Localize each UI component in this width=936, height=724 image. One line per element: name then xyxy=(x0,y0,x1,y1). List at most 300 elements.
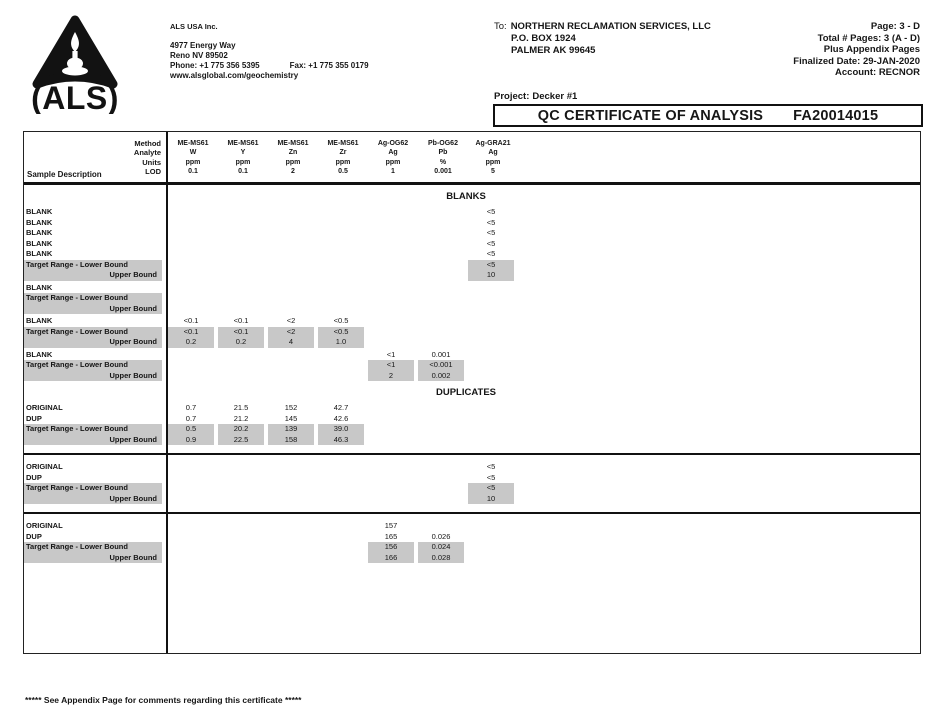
value-cell: 0.028 xyxy=(418,553,464,564)
value-cell xyxy=(318,462,364,473)
lab-website: www.alsglobal.com/geochemistry xyxy=(170,71,299,80)
value-cell xyxy=(218,283,264,294)
value-cell xyxy=(168,228,214,239)
certificate-title: QC CERTIFICATE OF ANALYSIS xyxy=(537,107,764,124)
value-cell xyxy=(168,462,214,473)
value-cell xyxy=(168,239,214,250)
value-cell xyxy=(168,483,214,494)
value-cell xyxy=(318,228,364,239)
value-cell xyxy=(268,462,314,473)
lab-address-line: Reno NV 89502 xyxy=(170,51,228,60)
row-label: Upper Bound xyxy=(24,435,162,446)
qc-group xyxy=(24,521,920,563)
value-cell xyxy=(468,304,514,315)
table-row xyxy=(24,350,920,361)
column-divider-line xyxy=(166,132,168,653)
value-cell: 42.7 xyxy=(333,403,349,412)
table-row xyxy=(24,304,920,315)
row-label: DUP xyxy=(26,472,42,482)
row-label: DUP xyxy=(26,531,42,541)
page-number: Page: 3 - D xyxy=(870,21,920,32)
to-label: To: xyxy=(494,21,507,32)
column-method: ME-MS61 xyxy=(227,140,259,147)
value-cell xyxy=(368,228,414,239)
value-cell xyxy=(318,270,364,281)
value-cell: <0.5 xyxy=(318,327,364,338)
value-cell: 139 xyxy=(268,424,314,435)
value-cell xyxy=(418,403,464,414)
value-cell xyxy=(268,260,314,271)
value-cell: 0.002 xyxy=(418,371,464,382)
value-cell xyxy=(268,293,314,304)
value-cell xyxy=(418,218,464,229)
value-cell xyxy=(318,521,364,532)
table-row xyxy=(24,424,920,435)
table-section xyxy=(24,453,920,512)
table-row xyxy=(24,228,920,239)
value-cell xyxy=(218,260,264,271)
recipient-name: NORTHERN RECLAMATION SERVICES, LLC xyxy=(510,21,711,32)
value-cell xyxy=(168,532,214,543)
value-cell xyxy=(218,293,264,304)
value-cell: <0.1 xyxy=(168,327,214,338)
value-cell xyxy=(268,283,314,294)
value-cell xyxy=(168,521,214,532)
row-label: Target Range - Lower Bound xyxy=(24,483,162,494)
value-cell xyxy=(468,283,514,294)
value-cell xyxy=(368,293,414,304)
value-cell: 0.026 xyxy=(431,531,451,541)
table-row xyxy=(24,435,920,446)
table-row xyxy=(24,494,920,505)
value-cell xyxy=(468,316,514,327)
value-cell xyxy=(468,553,514,564)
column-analyte: Y xyxy=(240,149,246,157)
account: Account: RECNOR xyxy=(835,67,920,78)
row-label: ORIGINAL xyxy=(26,462,63,471)
column-header xyxy=(368,139,418,176)
value-cell xyxy=(268,371,314,382)
value-cell xyxy=(418,260,464,271)
table-row xyxy=(24,553,920,564)
table-row xyxy=(24,360,920,371)
value-cell xyxy=(368,462,414,473)
column-header xyxy=(318,139,368,176)
value-cell xyxy=(318,494,364,505)
value-cell xyxy=(418,207,464,218)
row-label: BLANK xyxy=(26,282,53,292)
value-cell xyxy=(318,473,364,484)
table-section xyxy=(24,512,920,563)
value-cell: 0.7 xyxy=(185,403,197,412)
table-header xyxy=(24,132,920,185)
table-row xyxy=(24,462,920,473)
value-cell xyxy=(468,424,514,435)
section-heading: BLANKS xyxy=(446,191,486,202)
appendix-footer-note: ***** See Appendix Page for comments regarding this certificate ***** xyxy=(25,695,302,705)
qc-group xyxy=(24,462,920,504)
value-cell xyxy=(468,327,514,338)
value-cell: <2 xyxy=(286,316,296,325)
value-cell xyxy=(318,207,364,218)
value-cell xyxy=(168,371,214,382)
value-cell xyxy=(368,494,414,505)
value-cell xyxy=(318,542,364,553)
value-cell: 2 xyxy=(368,371,414,382)
value-cell xyxy=(268,542,314,553)
value-cell xyxy=(218,483,264,494)
value-cell: <5 xyxy=(486,207,496,216)
value-cell xyxy=(218,360,264,371)
value-cell xyxy=(268,207,314,218)
table-row xyxy=(24,316,920,327)
value-cell xyxy=(268,360,314,371)
value-cell xyxy=(218,553,264,564)
value-cell: <5 xyxy=(486,217,496,227)
table-section xyxy=(24,188,920,381)
table-row xyxy=(24,270,920,281)
value-cell xyxy=(418,414,464,425)
value-cell xyxy=(468,403,514,414)
table-row xyxy=(24,327,920,338)
value-cell xyxy=(168,293,214,304)
value-cell xyxy=(168,207,214,218)
value-cell xyxy=(168,350,214,361)
column-header xyxy=(468,139,518,176)
value-cell: <0.1 xyxy=(183,316,199,325)
value-cell: 39.0 xyxy=(318,424,364,435)
value-cell xyxy=(368,249,414,260)
table-row xyxy=(24,293,920,304)
value-cell: 166 xyxy=(368,553,414,564)
value-cell: 0.2 xyxy=(218,337,264,348)
value-cell: 0.024 xyxy=(418,542,464,553)
column-headers xyxy=(168,139,518,176)
row-header-label: Analyte xyxy=(133,148,161,158)
qc-group xyxy=(24,350,920,382)
table-row xyxy=(24,283,920,294)
column-header xyxy=(218,139,268,176)
lab-address-line: 4977 Energy Way xyxy=(170,41,236,50)
column-method: Ag-OG62 xyxy=(377,140,409,147)
value-cell xyxy=(468,337,514,348)
value-cell xyxy=(368,283,414,294)
value-cell: 21.5 xyxy=(233,403,249,412)
value-cell xyxy=(418,270,464,281)
value-cell: 165 xyxy=(384,531,398,541)
row-label: Upper Bound xyxy=(24,553,162,564)
value-cell xyxy=(268,483,314,494)
method-analyte-units-lod-header xyxy=(24,139,161,176)
value-cell: <2 xyxy=(268,327,314,338)
column-method: ME-MS61 xyxy=(177,140,209,147)
column-analyte: Ag xyxy=(388,149,398,157)
value-cell: 10 xyxy=(468,494,514,505)
value-cell: 158 xyxy=(268,435,314,446)
table-row xyxy=(24,414,920,425)
value-cell xyxy=(268,239,314,250)
column-header xyxy=(168,139,218,176)
value-cell xyxy=(318,532,364,543)
column-analyte: Pb xyxy=(438,149,448,157)
column-units: ppm xyxy=(285,158,301,166)
table-row xyxy=(24,483,920,494)
value-cell xyxy=(418,435,464,446)
value-cell: 157 xyxy=(384,521,398,530)
value-cell xyxy=(268,218,314,229)
value-cell: 42.6 xyxy=(333,413,349,423)
value-cell: 0.9 xyxy=(168,435,214,446)
certificate-title-box xyxy=(493,104,923,127)
value-cell xyxy=(318,483,364,494)
value-cell: 21.2 xyxy=(233,413,249,423)
lab-fax: Fax: +1 775 355 0179 xyxy=(289,61,369,70)
value-cell xyxy=(168,553,214,564)
value-cell xyxy=(218,207,264,218)
project-label: Project: xyxy=(494,91,530,102)
column-lod: 5 xyxy=(491,167,495,175)
value-cell: <1 xyxy=(386,349,396,359)
value-cell: 0.2 xyxy=(168,337,214,348)
column-analyte: Zr xyxy=(339,149,347,157)
value-cell xyxy=(418,494,464,505)
row-label: Upper Bound xyxy=(24,371,162,382)
value-cell xyxy=(418,462,464,473)
row-label: DUP xyxy=(26,413,42,423)
sample-description-header: Sample Description xyxy=(27,170,102,179)
table-row xyxy=(24,207,920,218)
value-cell xyxy=(418,249,464,260)
table-row xyxy=(24,260,920,271)
row-label: Target Range - Lower Bound xyxy=(24,424,162,435)
value-cell xyxy=(418,327,464,338)
qc-group xyxy=(24,403,920,445)
section-heading: DUPLICATES xyxy=(436,387,496,398)
table-body xyxy=(24,188,920,563)
table-row xyxy=(24,337,920,348)
value-cell xyxy=(368,218,414,229)
value-cell: <0.1 xyxy=(218,327,264,338)
row-label: BLANK xyxy=(26,238,53,248)
column-lod: 2 xyxy=(291,167,295,175)
value-cell: 10 xyxy=(468,270,514,281)
column-units: ppm xyxy=(335,158,351,166)
column-method: Ag-GRA21 xyxy=(475,140,511,147)
table-row xyxy=(24,371,920,382)
value-cell xyxy=(368,403,414,414)
value-cell: <0.1 xyxy=(233,316,249,325)
table-row xyxy=(24,542,920,553)
column-header xyxy=(418,139,468,176)
table-row xyxy=(24,521,920,532)
table-row xyxy=(24,532,920,543)
value-cell xyxy=(218,521,264,532)
value-cell xyxy=(468,293,514,304)
column-units: ppm xyxy=(485,158,501,166)
page-info-block xyxy=(793,21,920,79)
value-cell: <5 xyxy=(486,249,496,258)
value-cell: 156 xyxy=(368,542,414,553)
value-cell xyxy=(318,218,364,229)
row-label: BLANK xyxy=(26,228,53,237)
row-label: Upper Bound xyxy=(24,494,162,505)
value-cell: 22.5 xyxy=(218,435,264,446)
logo-wordmark: (ALS) xyxy=(31,80,119,114)
value-cell xyxy=(468,350,514,361)
value-cell: <5 xyxy=(468,260,514,271)
value-cell xyxy=(168,270,214,281)
row-label: BLANK xyxy=(26,316,53,325)
value-cell xyxy=(318,553,364,564)
value-cell xyxy=(368,483,414,494)
value-cell: <5 xyxy=(486,228,496,237)
value-cell xyxy=(218,270,264,281)
row-header-label: Method xyxy=(134,139,161,148)
value-cell xyxy=(318,249,364,260)
value-cell xyxy=(318,293,364,304)
value-cell xyxy=(168,218,214,229)
table-row xyxy=(24,473,920,484)
value-cell xyxy=(318,239,364,250)
row-label: Target Range - Lower Bound xyxy=(24,542,162,553)
value-cell xyxy=(468,414,514,425)
value-cell xyxy=(468,371,514,382)
value-cell xyxy=(268,521,314,532)
value-cell xyxy=(468,360,514,371)
value-cell xyxy=(418,304,464,315)
row-label: Target Range - Lower Bound xyxy=(24,360,162,371)
row-label: ORIGINAL xyxy=(26,521,63,530)
column-analyte: Ag xyxy=(488,149,498,157)
value-cell: 0.7 xyxy=(185,413,197,423)
value-cell xyxy=(268,494,314,505)
value-cell xyxy=(318,371,364,382)
table-row xyxy=(24,249,920,260)
value-cell xyxy=(218,249,264,260)
lab-phone: Phone: +1 775 356 5395 xyxy=(170,61,260,70)
value-cell xyxy=(318,304,364,315)
value-cell xyxy=(268,270,314,281)
value-cell xyxy=(318,350,364,361)
value-cell xyxy=(268,473,314,484)
value-cell xyxy=(268,553,314,564)
value-cell xyxy=(218,239,264,250)
value-cell xyxy=(318,283,364,294)
project-name: Decker #1 xyxy=(532,91,578,102)
column-units: ppm xyxy=(385,158,401,166)
column-header xyxy=(268,139,318,176)
value-cell xyxy=(218,304,264,315)
value-cell xyxy=(268,350,314,361)
row-label: Target Range - Lower Bound xyxy=(24,293,162,304)
value-cell xyxy=(268,249,314,260)
project-line xyxy=(494,91,580,102)
value-cell: 1.0 xyxy=(318,337,364,348)
table-row xyxy=(24,239,920,250)
finalized-date: Finalized Date: 29-JAN-2020 xyxy=(793,55,920,67)
column-lod: 0.1 xyxy=(238,167,248,175)
value-cell xyxy=(418,337,464,348)
column-method: ME-MS61 xyxy=(277,140,309,147)
value-cell: <0.001 xyxy=(418,360,464,371)
qc-group xyxy=(24,283,920,315)
value-cell xyxy=(218,371,264,382)
value-cell: 0.5 xyxy=(168,424,214,435)
column-units: ppm xyxy=(235,158,251,166)
value-cell: 4 xyxy=(268,337,314,348)
column-units: % xyxy=(439,158,447,166)
lab-address-block xyxy=(170,22,369,81)
value-cell xyxy=(168,260,214,271)
value-cell xyxy=(218,473,264,484)
value-cell xyxy=(368,239,414,250)
value-cell xyxy=(218,532,264,543)
value-cell xyxy=(418,473,464,484)
column-lod: 0.1 xyxy=(188,167,198,175)
column-lod: 0.5 xyxy=(338,167,348,175)
value-cell xyxy=(418,316,464,327)
row-label: Upper Bound xyxy=(24,270,162,281)
value-cell xyxy=(418,424,464,435)
value-cell xyxy=(218,228,264,239)
value-cell: 46.3 xyxy=(318,435,364,446)
value-cell: <1 xyxy=(368,360,414,371)
value-cell xyxy=(418,483,464,494)
value-cell: <0.5 xyxy=(333,316,349,325)
lab-company-name: ALS USA Inc. xyxy=(170,22,218,31)
als-logo xyxy=(26,12,124,114)
value-cell: <5 xyxy=(486,238,496,248)
value-cell xyxy=(368,304,414,315)
value-cell xyxy=(418,521,464,532)
row-label: BLANK xyxy=(26,207,53,216)
value-cell xyxy=(368,435,414,446)
table-row xyxy=(24,218,920,229)
value-cell: 0.001 xyxy=(431,349,451,359)
row-label: BLANK xyxy=(26,349,53,359)
value-cell xyxy=(468,435,514,446)
value-cell xyxy=(468,532,514,543)
value-cell xyxy=(368,414,414,425)
value-cell xyxy=(368,316,414,327)
value-cell xyxy=(418,283,464,294)
value-cell xyxy=(168,304,214,315)
row-label: Target Range - Lower Bound xyxy=(24,260,162,271)
row-label: ORIGINAL xyxy=(26,403,63,412)
value-cell xyxy=(218,494,264,505)
qc-group xyxy=(24,316,920,348)
value-cell xyxy=(368,207,414,218)
row-label: BLANK xyxy=(26,217,53,227)
certificate-number: FA20014015 xyxy=(793,107,879,124)
column-analyte: Zn xyxy=(288,149,298,157)
table-section xyxy=(24,381,920,453)
value-cell xyxy=(368,473,414,484)
value-cell: 145 xyxy=(284,413,298,423)
value-cell xyxy=(268,304,314,315)
value-cell xyxy=(268,228,314,239)
value-cell xyxy=(318,360,364,371)
value-cell: <5 xyxy=(486,472,496,482)
row-label: Upper Bound xyxy=(24,337,162,348)
value-cell xyxy=(418,239,464,250)
value-cell xyxy=(168,360,214,371)
value-cell xyxy=(268,532,314,543)
logo-lamp-base xyxy=(62,67,88,76)
value-cell xyxy=(168,249,214,260)
row-label: Target Range - Lower Bound xyxy=(24,327,162,338)
qc-results-table xyxy=(23,131,921,654)
